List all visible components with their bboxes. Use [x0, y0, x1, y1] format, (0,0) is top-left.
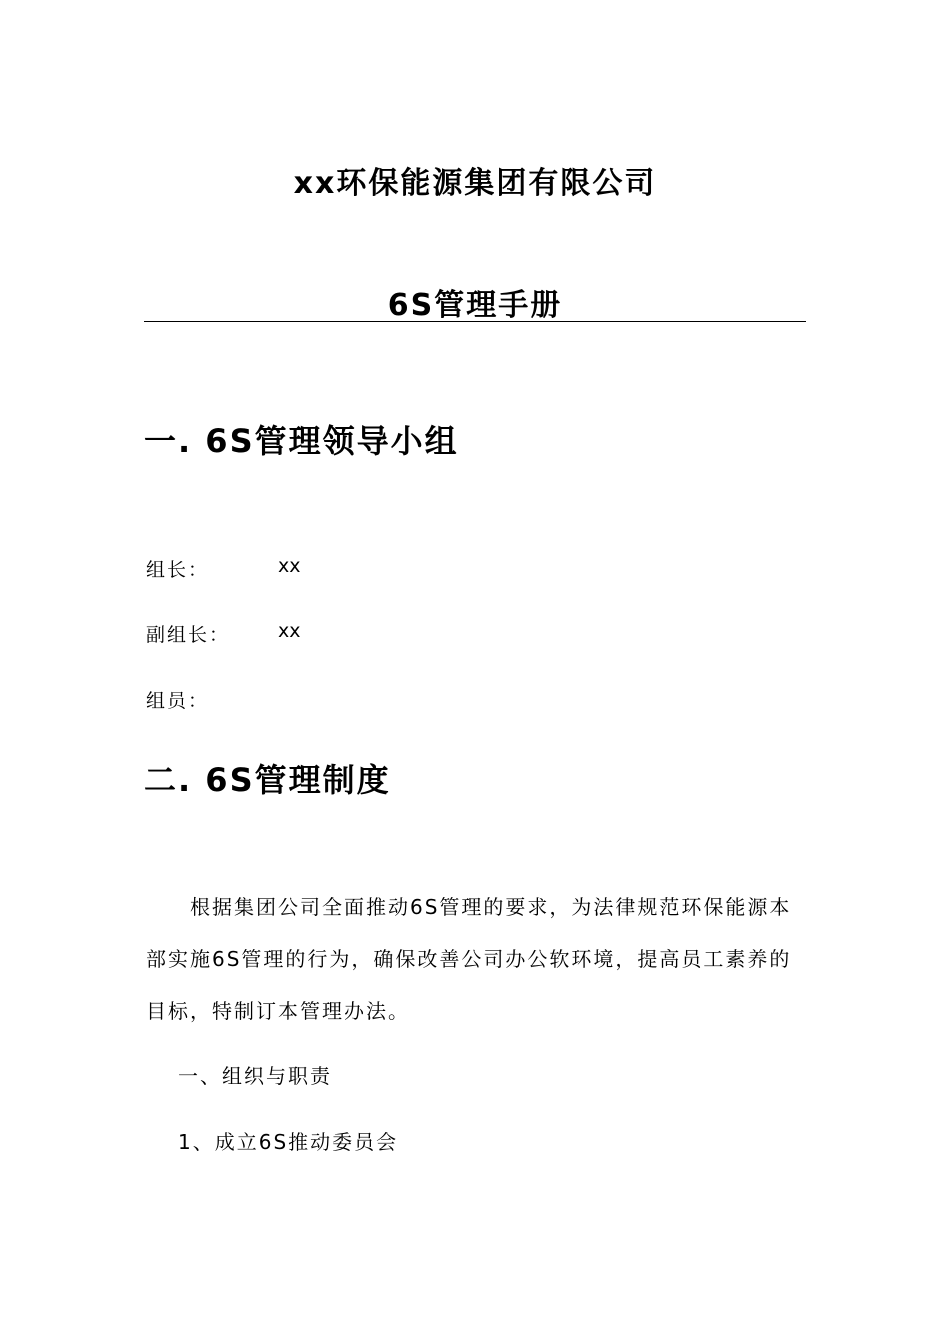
- section-heading-system: 二. 6S管理制度: [144, 761, 391, 799]
- list-item-committee: 1、成立6S推动委员会: [178, 1130, 399, 1154]
- company-title: xx环保能源集团有限公司: [293, 166, 657, 201]
- section-heading-leadership: 一. 6S管理领导小组: [144, 422, 459, 460]
- intro-paragraph: [146, 881, 806, 1037]
- leader-value: xx: [278, 555, 301, 577]
- subheading-organization: 一、组织与职责: [178, 1064, 332, 1088]
- paragraph-line: 目标，特制订本管理办法。: [146, 999, 410, 1023]
- deputy-leader-value: xx: [278, 620, 301, 642]
- members-label: 组员：: [146, 690, 210, 712]
- title-divider: [144, 321, 806, 322]
- paragraph-line: 根据集团公司全面推动6S管理的要求，为法律规范环保能源本: [190, 895, 792, 919]
- leader-label: 组长：: [146, 559, 210, 581]
- manual-title: 6S管理手册: [387, 288, 563, 323]
- deputy-leader-label: 副组长：: [146, 624, 231, 646]
- paragraph-line: 部实施6S管理的行为，确保改善公司办公软环境，提高员工素养的: [146, 947, 792, 971]
